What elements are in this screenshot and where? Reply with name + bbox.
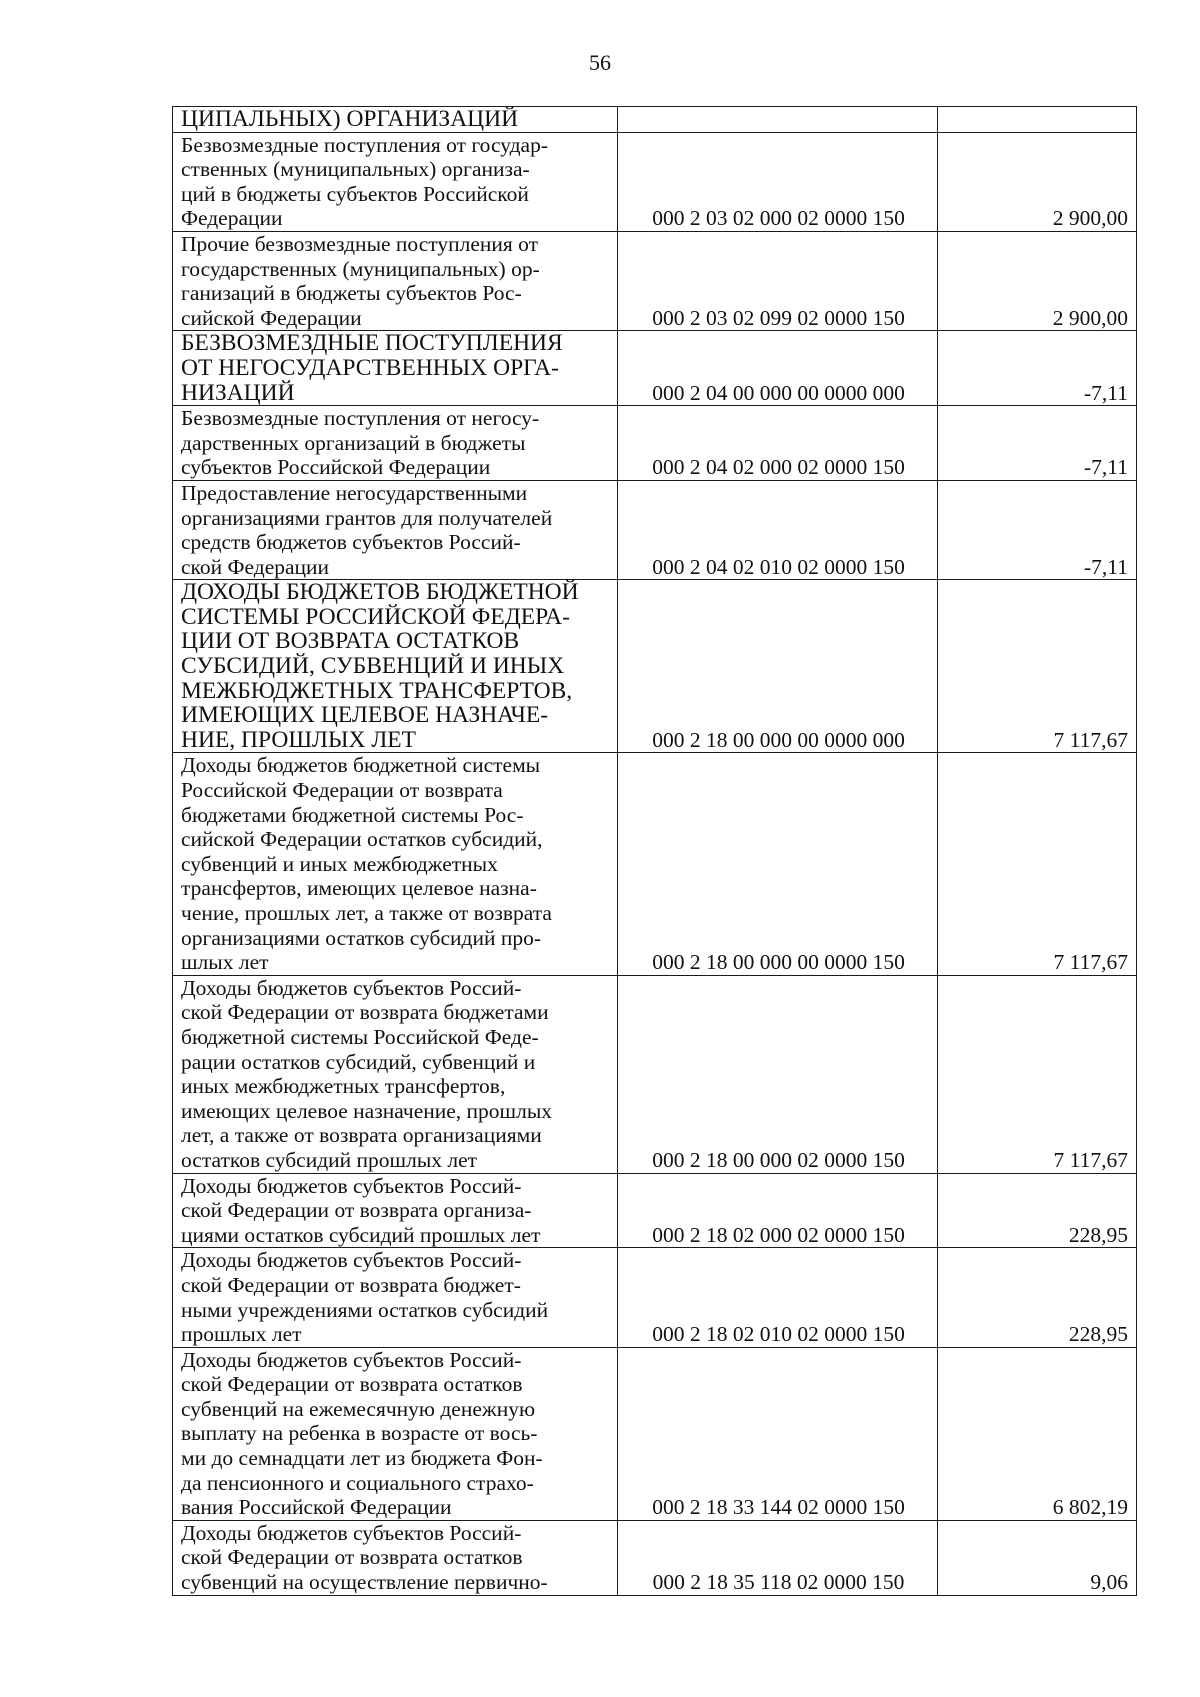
- table-row: [173, 1173, 1137, 1248]
- table-row: [173, 1347, 1137, 1520]
- revenue-name-cell: Доходы бюджетов субъектов Россий- ской Федерации от возврата остатков субвенций на ежемесячную денежную выплату на ребенка в возрасте от вось- ми до семнадцати лет из бюджета Фон- да пенсионного и социального страхо- вания Российской Федерации: [173, 1347, 618, 1520]
- revenue-name-cell: Безвозмездные поступления от негосу- дарственных организаций в бюджеты субъектов Российской Федерации: [173, 406, 618, 481]
- budget-code-cell: 000 2 18 35 118 02 0000 150: [618, 1520, 938, 1595]
- budget-code-cell: 000 2 03 02 099 02 0000 150: [618, 231, 938, 330]
- table-row: [173, 480, 1137, 579]
- revenue-name-cell: Безвозмездные поступления от государ- ственных (муниципальных) организа- ций в бюджеты субъектов Российской Федерации: [173, 132, 618, 231]
- revenue-name-cell: Прочие безвозмездные поступления от государственных (муниципальных) ор- ганизаций в бюджеты субъектов Рос- сийской Федерации: [173, 231, 618, 330]
- revenue-name-cell: Доходы бюджетов субъектов Россий- ской Федерации от возврата организа- циями остатков субсидий прошлых лет: [173, 1173, 618, 1248]
- table-row: [173, 753, 1137, 975]
- table-row: [173, 406, 1137, 481]
- amount-cell: 228,95: [938, 1173, 1137, 1248]
- table-row: [173, 331, 1137, 406]
- budget-code-cell: 000 2 18 33 144 02 0000 150: [618, 1347, 938, 1520]
- amount-cell: -7,11: [938, 406, 1137, 481]
- revenue-name-cell: Предоставление негосударственными организациями грантов для получателей средств бюджетов субъектов Россий- ской Федерации: [173, 480, 618, 579]
- table-row: [173, 132, 1137, 231]
- revenue-name-cell: ЦИПАЛЬНЫХ) ОРГАНИЗАЦИЙ: [173, 107, 618, 133]
- table-row: [173, 580, 1137, 753]
- revenue-name-cell: Доходы бюджетов субъектов Россий- ской Федерации от возврата остатков субвенций на осуществление первично-: [173, 1520, 618, 1595]
- budget-code-cell: 000 2 04 00 000 00 0000 000: [618, 331, 938, 406]
- amount-cell: 2 900,00: [938, 132, 1137, 231]
- budget-code-cell: 000 2 03 02 000 02 0000 150: [618, 132, 938, 231]
- budget-code-cell: 000 2 04 02 000 02 0000 150: [618, 406, 938, 481]
- budget-code-cell: 000 2 18 02 010 02 0000 150: [618, 1248, 938, 1347]
- amount-cell: 7 117,67: [938, 580, 1137, 753]
- table-row: [173, 975, 1137, 1173]
- revenue-name-cell: Доходы бюджетов субъектов Россий- ской Федерации от возврата бюджетами бюджетной системы Российской Феде- рации остатков субсидий, субвенций и иных межбюджетных трансфертов, имеющих целевое назначение, прошлых лет, а также от возврата организациями остатков субсидий прошлых лет: [173, 975, 618, 1173]
- amount-cell: 9,06: [938, 1520, 1137, 1595]
- revenue-name-cell: БЕЗВОЗМЕЗДНЫЕ ПОСТУПЛЕНИЯ ОТ НЕГОСУДАРСТВЕННЫХ ОРГА- НИЗАЦИЙ: [173, 331, 618, 406]
- revenue-name-cell: Доходы бюджетов субъектов Россий- ской Федерации от возврата бюджет- ными учреждениями остатков субсидий прошлых лет: [173, 1248, 618, 1347]
- amount-cell: 6 802,19: [938, 1347, 1137, 1520]
- table-row: [173, 1520, 1137, 1595]
- table-row: [173, 1248, 1137, 1347]
- budget-code-cell: 000 2 04 02 010 02 0000 150: [618, 480, 938, 579]
- budget-code-cell: [618, 107, 938, 133]
- amount-cell: [938, 107, 1137, 133]
- budget-code-cell: 000 2 18 00 000 00 0000 150: [618, 753, 938, 975]
- amount-cell: -7,11: [938, 331, 1137, 406]
- budget-revenue-table: [172, 106, 1137, 1596]
- amount-cell: 2 900,00: [938, 231, 1137, 330]
- amount-cell: -7,11: [938, 480, 1137, 579]
- page-number: 56: [589, 50, 611, 75]
- amount-cell: 7 117,67: [938, 975, 1137, 1173]
- budget-code-cell: 000 2 18 00 000 02 0000 150: [618, 975, 938, 1173]
- revenue-name-cell: Доходы бюджетов бюджетной системы Российской Федерации от возврата бюджетами бюджетной системы Рос- сийской Федерации остатков субсидий, субвенций и иных межбюджетных трансфертов, имеющих целевое назна- чение, прошлых лет, а также от возврата организациями остатков субсидий про- шлых лет: [173, 753, 618, 975]
- budget-code-cell: 000 2 18 02 000 02 0000 150: [618, 1173, 938, 1248]
- table-body: [173, 107, 1137, 1596]
- amount-cell: 7 117,67: [938, 753, 1137, 975]
- revenue-name-cell: ДОХОДЫ БЮДЖЕТОВ БЮДЖЕТНОЙ СИСТЕМЫ РОССИЙСКОЙ ФЕДЕРА- ЦИИ ОТ ВОЗВРАТА ОСТАТКОВ СУБСИДИЙ, СУБВЕНЦИЙ И ИНЫХ МЕЖБЮДЖЕТНЫХ ТРАНСФЕРТОВ, ИМЕЮЩИХ ЦЕЛЕВОЕ НАЗНАЧЕ- НИЕ, ПРОШЛЫХ ЛЕТ: [173, 580, 618, 753]
- amount-cell: 228,95: [938, 1248, 1137, 1347]
- table-row: [173, 231, 1137, 330]
- budget-code-cell: 000 2 18 00 000 00 0000 000: [618, 580, 938, 753]
- table-row: [173, 107, 1137, 133]
